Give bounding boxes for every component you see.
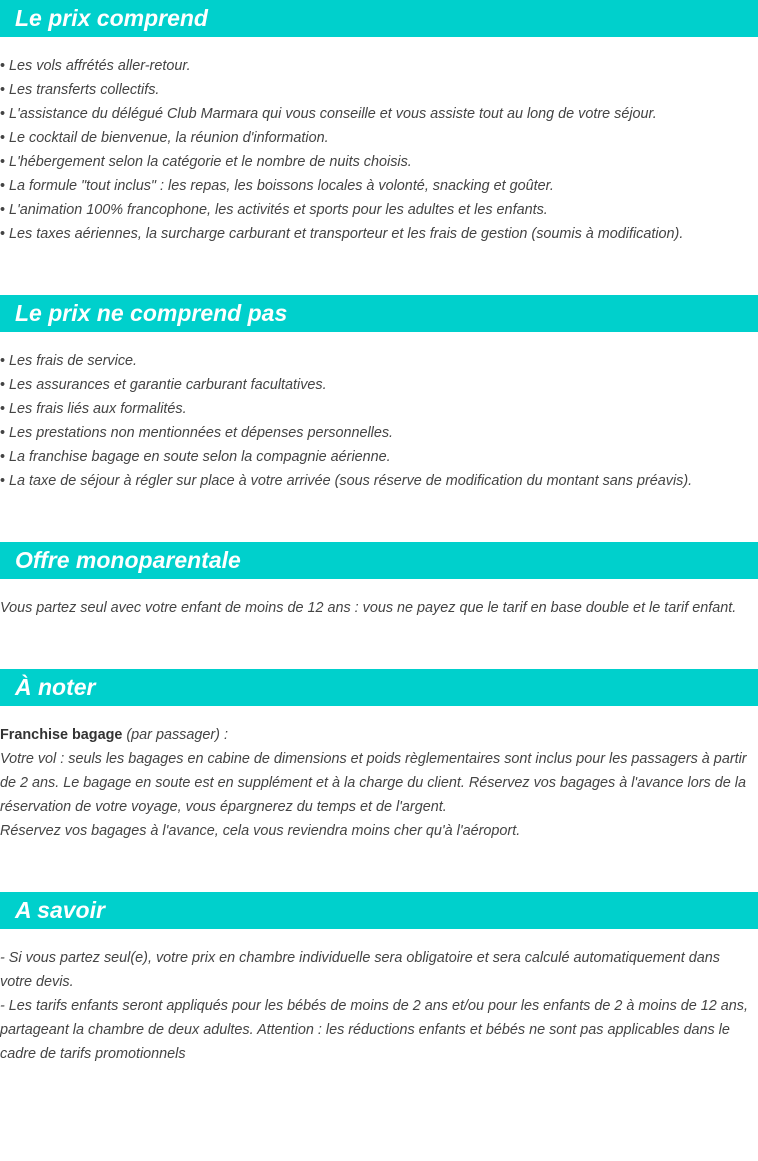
list-item: • Les frais de service. — [0, 353, 138, 369]
list-item: • L'assistance du délégué Club Marmara qui vous conseille et vous assiste tout au long de votre séjour. — [0, 106, 657, 122]
list-item: • Les prestations non mentionnées et dépenses personnelles. — [0, 425, 394, 441]
section-body — [0, 349, 758, 493]
list-item: • L'hébergement selon la catégorie et le nombre de nuits choisis. — [0, 154, 412, 170]
list-item: • La franchise bagage en soute selon la compagnie aérienne. — [0, 449, 391, 465]
section-header — [0, 892, 758, 929]
excluded-list — [0, 349, 752, 493]
section-header — [0, 0, 758, 37]
section-title: Offre monoparentale — [15, 547, 241, 573]
baggage-label-suffix: (par passager) : — [122, 727, 228, 743]
list-item: • Les frais liés aux formalités. — [0, 401, 187, 417]
section-body — [0, 723, 758, 843]
list-item: • Les taxes aériennes, la surcharge carburant et transporteur et les frais de gestion (soumis à modification). — [0, 226, 684, 242]
section-prix-ne-comprend-pas — [0, 295, 758, 493]
section-body — [0, 946, 758, 1066]
included-list — [0, 54, 752, 246]
list-item: • La formule "tout inclus" : les repas, les boissons locales à volonté, snacking et goûter. — [0, 178, 554, 194]
list-item: • Le cocktail de bienvenue, la réunion d'information. — [0, 130, 329, 146]
section-title: Le prix comprend — [15, 5, 208, 31]
baggage-heading — [0, 723, 752, 747]
list-item: • L'animation 100% francophone, les activités et sports pour les adultes et les enfants. — [0, 202, 548, 218]
list-item: • La taxe de séjour à régler sur place à votre arrivée (sous réserve de modification du montant sans préavis). — [0, 473, 693, 489]
section-title: À noter — [15, 674, 96, 700]
section-title: A savoir — [15, 897, 105, 923]
offer-text: Vous partez seul avec votre enfant de moins de 12 ans : vous ne payez que le tarif en base double et le tarif enfant. — [0, 600, 737, 616]
section-prix-comprend — [0, 0, 758, 246]
section-a-savoir — [0, 892, 758, 1066]
section-offre-monoparentale — [0, 542, 758, 620]
section-header — [0, 669, 758, 706]
baggage-advice: Réservez vos bagages à l'avance, cela vous reviendra moins cher qu'à l'aéroport. — [0, 823, 521, 839]
section-header — [0, 295, 758, 332]
section-header — [0, 542, 758, 579]
list-item: • Les vols affrétés aller-retour. — [0, 58, 191, 74]
section-a-noter — [0, 669, 758, 843]
child-rates-note: - Les tarifs enfants seront appliqués pour les bébés de moins de 2 ans et/ou pour les enfants de 2 à moins de 12 ans, partageant la chambre de deux adultes. Attention : les réductions enfants et bébés ne sont pas applicables dans le cadre de tarifs promotionnels — [0, 998, 748, 1062]
baggage-label: Franchise bagage — [0, 727, 123, 743]
section-body — [0, 596, 758, 620]
section-title: Le prix ne comprend pas — [15, 300, 288, 326]
baggage-text: Votre vol : seuls les bagages en cabine de dimensions et poids règlementaires sont inclus pour les passagers à partir de 2 ans. Le bagage en soute est en supplément et à la charge du client. Réservez vos bagages à l'avance lors de la réservation de votre voyage, vous épargnerez du temps et de l'argent. — [0, 751, 747, 815]
list-item: • Les assurances et garantie carburant facultatives. — [0, 377, 327, 393]
single-room-note: - Si vous partez seul(e), votre prix en chambre individuelle sera obligatoire et sera calculé automatiquement dans votre devis. — [0, 950, 720, 990]
section-body — [0, 54, 758, 246]
list-item: • Les transferts collectifs. — [0, 82, 160, 98]
